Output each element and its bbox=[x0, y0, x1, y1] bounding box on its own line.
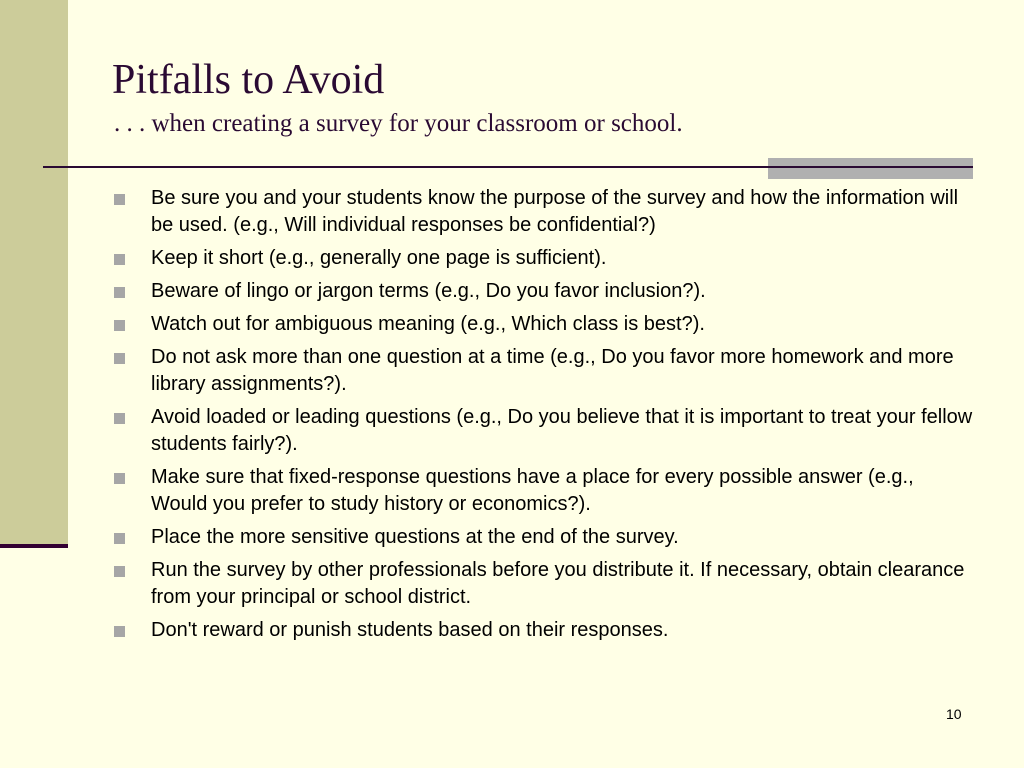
list-item bbox=[114, 524, 974, 551]
slide-subtitle: . . . when creating a survey for your classroom or school. bbox=[114, 110, 683, 137]
page-number: 10 bbox=[946, 706, 962, 722]
bullet-text: Be sure you and your students know the purpose of the survey and how the information will be used. (e.g., Will individual responses be confidential?) bbox=[151, 187, 959, 236]
square-bullet-icon bbox=[114, 194, 125, 205]
bullet-text: Do not ask more than one question at a time (e.g., Do you favor more homework and more library assignments?). bbox=[151, 346, 954, 395]
square-bullet-icon bbox=[114, 413, 125, 424]
list-item bbox=[114, 404, 974, 458]
title-divider bbox=[43, 166, 973, 168]
square-bullet-icon bbox=[114, 320, 125, 331]
square-bullet-icon bbox=[114, 626, 125, 637]
list-item bbox=[114, 557, 974, 611]
decorative-gray-bar bbox=[768, 158, 973, 179]
list-item bbox=[114, 464, 974, 518]
slide-title: Pitfalls to Avoid bbox=[112, 57, 385, 103]
band-divider bbox=[0, 544, 68, 548]
square-bullet-icon bbox=[114, 533, 125, 544]
square-bullet-icon bbox=[114, 254, 125, 265]
list-item bbox=[114, 278, 974, 305]
list-item bbox=[114, 245, 974, 272]
bullet-text: Run the survey by other professionals before you distribute it. If necessary, obtain clearance from your principal or school district. bbox=[151, 559, 965, 608]
bullet-text: Don't reward or punish students based on their responses. bbox=[151, 619, 669, 641]
list-item bbox=[114, 185, 974, 239]
square-bullet-icon bbox=[114, 287, 125, 298]
bullet-text: Keep it short (e.g., generally one page is sufficient). bbox=[151, 247, 607, 269]
left-decorative-band bbox=[0, 0, 68, 545]
bullet-list bbox=[114, 185, 974, 650]
list-item bbox=[114, 617, 974, 644]
square-bullet-icon bbox=[114, 473, 125, 484]
bullet-text: Watch out for ambiguous meaning (e.g., Which class is best?). bbox=[151, 313, 705, 335]
list-item bbox=[114, 311, 974, 338]
bullet-text: Place the more sensitive questions at the end of the survey. bbox=[151, 526, 679, 548]
bullet-text: Beware of lingo or jargon terms (e.g., Do you favor inclusion?). bbox=[151, 280, 706, 302]
bullet-text: Avoid loaded or leading questions (e.g., Do you believe that it is important to treat your fellow students fairly?). bbox=[151, 406, 973, 455]
square-bullet-icon bbox=[114, 353, 125, 364]
bullet-text: Make sure that fixed-response questions have a place for every possible answer (e.g., Would you prefer to study history or economics?). bbox=[151, 466, 914, 515]
square-bullet-icon bbox=[114, 566, 125, 577]
list-item bbox=[114, 344, 974, 398]
